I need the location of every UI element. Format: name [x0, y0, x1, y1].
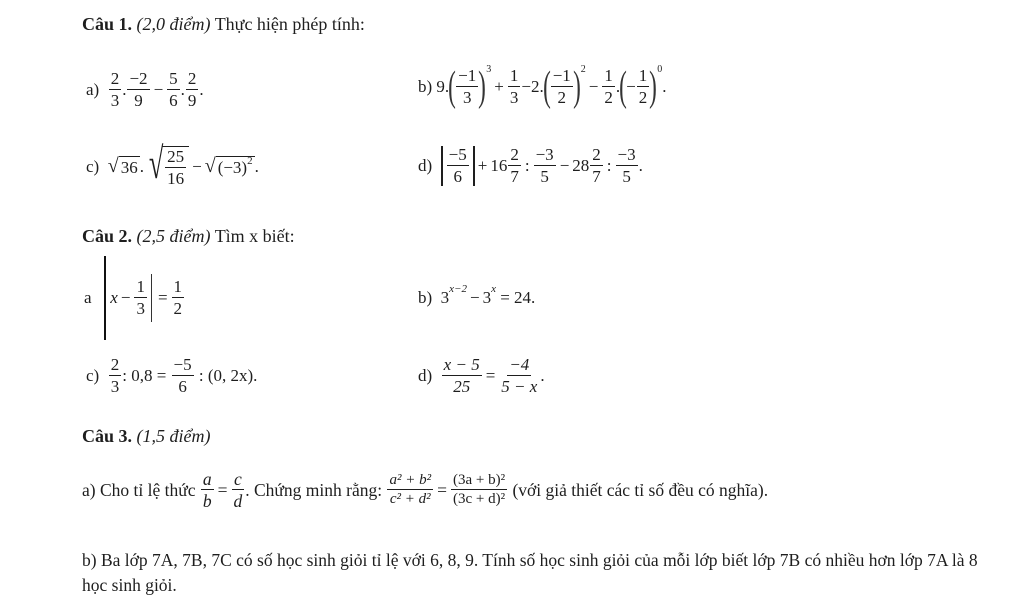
q1-b-mid: −2. [521, 77, 544, 96]
q2-c-mid: : 0,8 = [122, 365, 167, 385]
frac: $\frac{1}{2}$ [638, 66, 648, 107]
abs-bar [104, 256, 106, 340]
q3-points: (1,5 điểm) [136, 426, 211, 446]
frac: $\frac{1}{2}$ [173, 277, 183, 318]
q2-d-tag: d) [418, 365, 433, 385]
q2-a-tag: a [84, 288, 92, 307]
frac: $\frac{a}{b}$ [202, 469, 212, 512]
frac: $\frac{-3}{5}$ [617, 145, 636, 186]
frac: $\frac{x - 5}{25}$ [443, 355, 480, 396]
frac: $\frac{-5}{6}$ [173, 355, 192, 396]
frac: $\frac{2}{9}$ [187, 69, 197, 110]
sqrt: √ $(-3)^2$ [204, 154, 253, 177]
exponent: 2 [580, 63, 586, 75]
variable-x: x [110, 288, 118, 307]
frac: $\frac{1}{2}$ [604, 66, 613, 107]
q3-a-mid: . Chứng minh rằng: [245, 479, 383, 500]
q3-b: b) Ba lớp 7A, 7B, 7C có số học sinh giỏi tỉ lệ với 6, 8, 9. Tính số học sinh giỏi của mỗi lớp biết lớp 7B có nhiều hơn lớp 7A là 8 học sinh giỏi. [82, 550, 978, 595]
frac: $\frac{-1}{2}$ [552, 66, 571, 107]
q1-d: d) $\frac{-5}{6}$ + 16 $\frac{2}{7}$ : $\frac{-3}{5}$ − 28 $\frac{2}{7}$ : $\frac{-3}{5}$ . [418, 145, 643, 186]
q2-c-tag: c) [86, 365, 100, 385]
q1-points: (2,0 điểm) [136, 14, 211, 34]
frac: $\frac{1}{3}$ [136, 277, 145, 318]
frac: $\frac{\text{(3a + b)²}}{\text{(3c + d)²}}$ [452, 471, 506, 508]
sqrt: √ 36 [107, 154, 138, 177]
q2-heading: Câu 2. (2,5 điểm) Tìm x biết: [82, 226, 295, 246]
frac: $\frac{1}{3}$ [509, 66, 519, 107]
frac: $\frac{\text{a² + b²}}{\text{c² + d²}}$ [389, 471, 432, 508]
exponent: x [491, 283, 496, 295]
q2-a: a x − $\frac{1}{3}$ = $\frac{1}{2}$ [84, 256, 185, 340]
q1-c-tag: c) [86, 156, 100, 176]
frac: $\frac{2}{7}$ [510, 145, 519, 186]
q1-d-tag: d) [418, 155, 433, 175]
frac: $\frac{2}{3}$ [110, 355, 120, 396]
q2-b: b) 3 x−2 − 3 x = 24. [418, 283, 536, 307]
sqrt: √ $\frac{25}{16}$ [144, 146, 189, 188]
absolute-value: $\frac{-5}{6}$ [441, 146, 475, 186]
q2-points: (2,5 điểm) [136, 226, 211, 246]
q1-b: b) 9. ( $\frac{-1}{3}$ ) 3 + $\frac{1}{3}$ −2. ( $\frac{-1}{2}$ ) 2 − $\frac{1}{2}$ . ( − $\frac{1}{2}$ ) 0 . [418, 63, 667, 110]
q1-heading: Câu 1. (2,0 điểm) Thực hiện phép tính: [82, 14, 365, 34]
q2-d: d) $\frac{x - 5}{25}$ = $\frac{-4}{5 - x}$ . [418, 355, 545, 396]
frac: $\frac{5}{6}$ [169, 69, 178, 110]
q2-label: Câu 2 [82, 226, 128, 246]
q1-label: Câu 1 [82, 14, 128, 34]
frac: $\frac{-2}{9}$ [129, 69, 148, 110]
q1-a: a) $\frac{2}{3}$ . $\frac{-2}{9}$ − $\frac{5}{6}$ . $\frac{2}{9}$ . [86, 69, 204, 110]
frac: $\frac{2}{3}$ [110, 69, 120, 110]
q2-c-tail: : (0, 2x). [198, 365, 258, 385]
frac: $\frac{-4}{5 - x}$ [501, 355, 538, 396]
frac: $\frac{-1}{3}$ [458, 66, 477, 107]
frac: $\frac{-3}{5}$ [535, 145, 554, 186]
q1-a-tag: a) [86, 79, 100, 99]
q2-b-tag: b) [418, 288, 433, 307]
q1-b-tag: b) [418, 77, 433, 96]
q2-c [86, 356, 257, 396]
q2-b-rhs: = 24. [500, 288, 536, 307]
q3-a-tail: (với giả thiết các tỉ số đều có nghĩa). [512, 479, 769, 500]
exponent: x−2 [449, 283, 467, 295]
q3-label: Câu 3 [82, 426, 128, 446]
q2-instruction: Tìm x biết: [214, 226, 295, 246]
q3-heading: Câu 3. (1,5 điểm) [82, 426, 211, 446]
q3-a-tag: a) Cho tỉ lệ thức [82, 479, 196, 500]
abs-bar [151, 274, 152, 322]
q1-instruction: Thực hiện phép tính: [214, 14, 365, 34]
exponent: 0 [657, 63, 663, 75]
frac: $\frac{2}{7}$ [592, 145, 601, 186]
q3-a: a) Cho tỉ lệ thức $\frac{a}{b}$ = $\frac{c}{d}$ . Chứng minh rằng: $\frac{\text{a² + b²}}{\text{c² + d²}}$ = $\frac{\text{(3a + b)²}}{\text{(3c + d)²}}$ (với giả thiết các tỉ số đều có nghĩa). [82, 469, 769, 512]
frac: $\frac{c}{d}$ [233, 469, 243, 512]
q1-b-coef: 9. [436, 77, 450, 96]
q1-c: c) √ 36 . √ $\frac{25}{16}$ − √ $(-3)^2$ . [86, 139, 259, 188]
exponent: 3 [486, 63, 492, 75]
